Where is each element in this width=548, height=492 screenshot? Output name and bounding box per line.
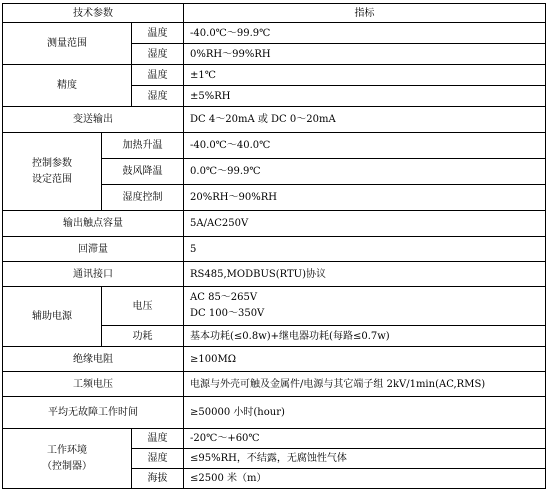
environment-label [3,429,132,489]
control-heat-label: 加热升温 [102,133,184,159]
environment-alt-value: ≤2500 米（m） [184,469,546,489]
withstand-value: 电源与外壳可触及金属件/电源与其它端子组 2kV/1min(AC,RMS) [184,372,546,397]
comm-label: 通讯接口 [3,262,184,287]
power-voltage-value [184,287,546,326]
control-heat-value: -40.0℃～40.0℃ [184,133,546,159]
environment-label-line2: （控制器） [42,460,92,472]
measure-temp-label: 温度 [132,23,184,44]
transmit-value: DC 4～20mA 或 DC 0～20mA [184,107,546,133]
transmit-label: 变送输出 [3,107,184,133]
control-label-line2: 设定范围 [32,173,72,185]
power-voltage-ac: AC 85～265V [190,292,258,303]
table-row [3,397,546,429]
table-row [3,65,546,86]
mtbf-label: 平均无故障工作时间 [3,397,184,429]
environment-label-line1: 工作环境 [47,444,87,456]
table-row [3,262,546,287]
environment-hum-value: ≤95%RH，不结露，无腐蚀性气体 [184,449,546,469]
table-row [3,107,546,133]
environment-temp-value: -20℃～+60℃ [184,429,546,449]
comm-value: RS485,MODBUS(RTU)协议 [184,262,546,287]
accuracy-hum-label: 湿度 [132,86,184,107]
power-label: 辅助电源 [3,287,102,347]
table-row [3,237,546,262]
power-voltage-label: 电压 [102,287,184,326]
control-fan-value: 0.0℃～99.9℃ [184,159,546,185]
measure-temp-value: -40.0℃～99.9℃ [184,23,546,44]
insulation-label: 绝缘电阻 [3,347,184,372]
contact-value: 5A/AC250V [184,211,546,237]
spec-table [2,3,546,489]
table-row [3,211,546,237]
environment-alt-label: 海拔 [132,469,184,489]
hysteresis-value: 5 [184,237,546,262]
table-row [3,372,546,397]
power-voltage-dc: DC 100～350V [190,308,265,319]
environment-temp-label: 温度 [132,429,184,449]
environment-hum-label: 湿度 [132,449,184,469]
mtbf-value: ≥50000 小时(hour) [184,397,546,429]
table-row [3,429,546,449]
measure-hum-label: 湿度 [132,44,184,65]
control-hum-value: 20%RH～90%RH [184,185,546,211]
withstand-label: 工频电压 [3,372,184,397]
accuracy-temp-label: 温度 [132,65,184,86]
hysteresis-label: 回滞量 [3,237,184,262]
header-param: 技术参数 [3,4,184,23]
header-row [3,4,546,23]
table-row [3,133,546,159]
power-consumption-label: 功耗 [102,326,184,347]
table-row [3,347,546,372]
accuracy-hum-value: ±5%RH [184,86,546,107]
table-row [3,287,546,326]
table-row [3,23,546,44]
header-spec: 指标 [184,4,546,23]
control-hum-label: 湿度控制 [102,185,184,211]
accuracy-label: 精度 [3,65,132,107]
measure-label: 测量范围 [3,23,132,65]
control-label-line1: 控制参数 [32,157,72,169]
accuracy-temp-value: ±1℃ [184,65,546,86]
control-label [3,133,102,211]
control-fan-label: 鼓风降温 [102,159,184,185]
measure-hum-value: 0%RH～99%RH [184,44,546,65]
contact-label: 输出触点容量 [3,211,184,237]
power-consumption-value: 基本功耗(≤0.8w)+继电器功耗(每路≤0.7w) [184,326,546,347]
insulation-value: ≥100MΩ [184,347,546,372]
